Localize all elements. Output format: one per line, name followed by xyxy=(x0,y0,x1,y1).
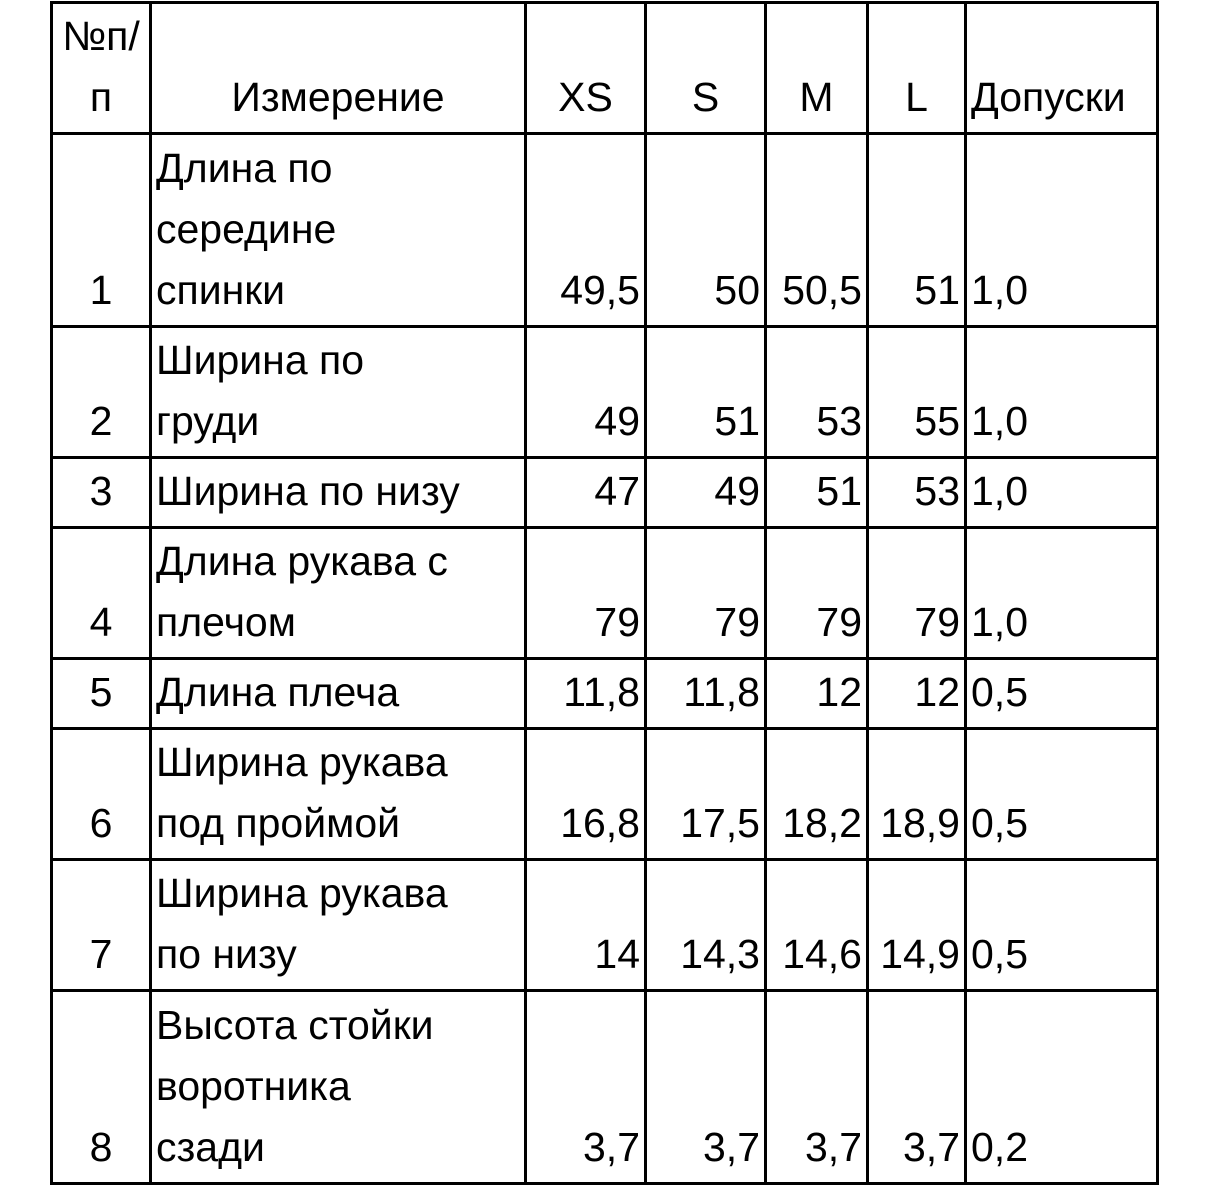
row-l: 51 xyxy=(868,134,966,327)
row-m: 12 xyxy=(766,659,868,729)
row-tolerance: 0,2 xyxy=(966,991,1158,1184)
row-num: 3 xyxy=(52,458,151,528)
header-s: S xyxy=(646,3,766,134)
row-l: 53 xyxy=(868,458,966,528)
row-xs: 49,5 xyxy=(526,134,646,327)
row-num: 4 xyxy=(52,528,151,659)
row-xs: 79 xyxy=(526,528,646,659)
table-row xyxy=(52,991,1158,1184)
row-num: 5 xyxy=(52,659,151,729)
row-xs: 16,8 xyxy=(526,729,646,860)
row-s: 14,3 xyxy=(646,860,766,991)
row-measurement: Ширина рукава по низу xyxy=(151,860,526,991)
header-num: №п/ п xyxy=(52,3,151,134)
header-m: M xyxy=(766,3,868,134)
row-s: 79 xyxy=(646,528,766,659)
row-num: 8 xyxy=(52,991,151,1184)
table-row xyxy=(52,528,1158,659)
row-tolerance: 1,0 xyxy=(966,134,1158,327)
table-row xyxy=(52,729,1158,860)
row-m: 18,2 xyxy=(766,729,868,860)
table-row xyxy=(52,327,1158,458)
row-s: 50 xyxy=(646,134,766,327)
row-s: 11,8 xyxy=(646,659,766,729)
row-m: 79 xyxy=(766,528,868,659)
row-m: 50,5 xyxy=(766,134,868,327)
row-measurement: Высота стойки воротника сзади xyxy=(151,991,526,1184)
table-row xyxy=(52,134,1158,327)
row-l: 79 xyxy=(868,528,966,659)
row-l: 3,7 xyxy=(868,991,966,1184)
row-measurement: Длина плеча xyxy=(151,659,526,729)
row-xs: 49 xyxy=(526,327,646,458)
row-m: 14,6 xyxy=(766,860,868,991)
row-measurement: Ширина рукава под проймой xyxy=(151,729,526,860)
row-s: 51 xyxy=(646,327,766,458)
table-row xyxy=(52,860,1158,991)
row-num: 2 xyxy=(52,327,151,458)
row-m: 51 xyxy=(766,458,868,528)
row-measurement: Ширина по низу xyxy=(151,458,526,528)
row-tolerance: 0,5 xyxy=(966,860,1158,991)
row-measurement: Длина рукава с плечом xyxy=(151,528,526,659)
row-tolerance: 1,0 xyxy=(966,327,1158,458)
row-xs: 3,7 xyxy=(526,991,646,1184)
row-l: 55 xyxy=(868,327,966,458)
row-num: 6 xyxy=(52,729,151,860)
row-measurement: Ширина по груди xyxy=(151,327,526,458)
row-xs: 11,8 xyxy=(526,659,646,729)
header-xs: XS xyxy=(526,3,646,134)
size-table xyxy=(50,1,1159,1185)
table-row xyxy=(52,659,1158,729)
row-num: 1 xyxy=(52,134,151,327)
header-name: Измерение xyxy=(151,3,526,134)
header-row xyxy=(52,3,1158,134)
row-xs: 14 xyxy=(526,860,646,991)
row-l: 18,9 xyxy=(868,729,966,860)
header-tolerance: Допуски xyxy=(966,3,1158,134)
header-l: L xyxy=(868,3,966,134)
row-s: 17,5 xyxy=(646,729,766,860)
row-m: 3,7 xyxy=(766,991,868,1184)
row-l: 14,9 xyxy=(868,860,966,991)
row-num: 7 xyxy=(52,860,151,991)
row-tolerance: 0,5 xyxy=(966,659,1158,729)
table-row xyxy=(52,458,1158,528)
row-xs: 47 xyxy=(526,458,646,528)
row-s: 3,7 xyxy=(646,991,766,1184)
row-measurement: Длина по середине спинки xyxy=(151,134,526,327)
row-tolerance: 1,0 xyxy=(966,528,1158,659)
row-l: 12 xyxy=(868,659,966,729)
row-m: 53 xyxy=(766,327,868,458)
row-s: 49 xyxy=(646,458,766,528)
row-tolerance: 0,5 xyxy=(966,729,1158,860)
row-tolerance: 1,0 xyxy=(966,458,1158,528)
